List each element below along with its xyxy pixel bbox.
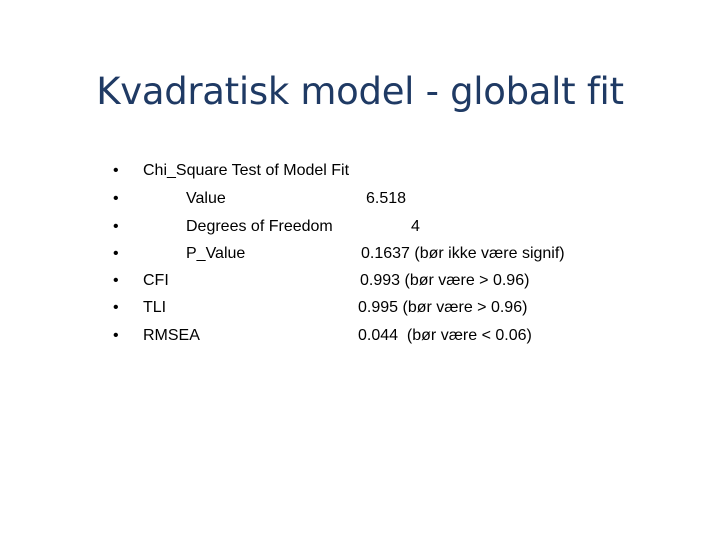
bullet-row-value bbox=[0, 185, 720, 213]
bullet-row-tli bbox=[0, 294, 720, 322]
bullet-glyph: • bbox=[113, 299, 119, 316]
bullet-label: P_Value bbox=[186, 245, 246, 262]
bullet-label: Value bbox=[186, 190, 226, 207]
bullet-label: Chi_Square Test of Model Fit bbox=[143, 162, 350, 179]
bullet-row-p-value bbox=[0, 240, 720, 268]
bullet-value: 6.518 bbox=[366, 190, 407, 207]
bullet-value: 0.993 (bør være > 0.96) bbox=[360, 272, 530, 289]
bullet-glyph: • bbox=[113, 218, 119, 235]
bullet-label: CFI bbox=[143, 272, 169, 289]
bullet-value: 0.1637 (bør ikke være signif) bbox=[361, 245, 565, 262]
slide-title: Kvadratisk model - globalt fit bbox=[96, 70, 624, 113]
bullet-label: Degrees of Freedom bbox=[186, 218, 333, 235]
bullet-row-degrees-of-freedom bbox=[0, 213, 720, 241]
bullet-glyph: • bbox=[113, 327, 119, 344]
bullet-row-chi-square bbox=[0, 157, 720, 185]
bullet-label: TLI bbox=[143, 299, 167, 316]
bullet-value: 0.995 (bør være > 0.96) bbox=[358, 299, 528, 316]
bullet-row-rmsea bbox=[0, 322, 720, 350]
bullet-value: 4 bbox=[411, 218, 420, 235]
bullet-glyph: • bbox=[113, 272, 119, 289]
bullet-value: 0.044 (bør være < 0.06) bbox=[358, 327, 532, 344]
bullet-glyph: • bbox=[113, 162, 119, 179]
bullet-label: RMSEA bbox=[143, 327, 200, 344]
bullet-glyph: • bbox=[113, 190, 119, 207]
bullet-glyph: • bbox=[113, 245, 119, 262]
bullet-row-cfi bbox=[0, 267, 720, 295]
